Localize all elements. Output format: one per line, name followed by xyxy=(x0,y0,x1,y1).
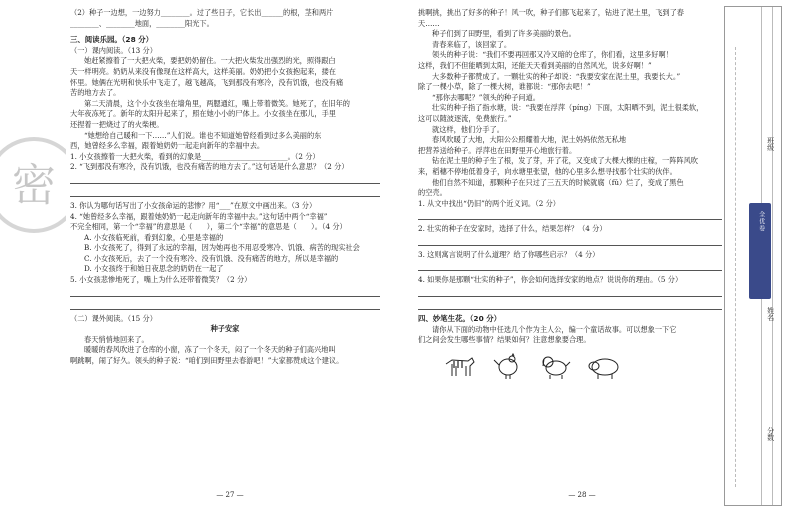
answer-line[interactable] xyxy=(70,188,380,197)
passage-line: 暖暖的春风吹进了仓库的小窗，冻了一个冬天，闷了一个冬天的种子们高兴地叫 xyxy=(84,345,336,355)
question-4: 4. 如果你是那颗“壮实的种子”，你会如何选择安家的地点？说说你的理由。（5 分） xyxy=(418,275,683,285)
question-4: 4. “她曾经多么幸福，跟着她奶奶一起走向新年的幸福中去。”这句话中两个“幸福” xyxy=(70,211,328,221)
answer-line[interactable] xyxy=(418,211,722,220)
brand-logo xyxy=(749,203,771,299)
subsection-title: （一）课内阅读。（13 分） xyxy=(70,45,157,55)
prompt-line: 请你从下面的动物中任选几个作为主人公，编一个童话故事。可以想象一下它 xyxy=(432,324,677,334)
passage-line: 大多数种子都赞成了。一颗壮实的种子却说：“我要安家在泥土里，我要长大。” xyxy=(432,71,681,81)
answer-line[interactable] xyxy=(418,237,722,246)
passage-line: 他们自然不知道，那颗种子在只过了三五天的时候就腐（fǔ）烂了，变成了黑色 xyxy=(432,177,684,187)
text-line: （2）种子一边想，一边努力________。过了些日子，它长出______的根，茎和两片 xyxy=(70,8,334,17)
passage-line: 来，稻穗不停地低着身子，向水塘里张望，他的心里多么想寻找那个壮实的伙伴。 xyxy=(418,166,677,176)
passage-line: 挑啊挑，挑出了好多的种子！风一吹，种子们都飞起来了，钻进了泥土里，飞到了春 xyxy=(418,8,684,17)
seal-stamp xyxy=(0,130,66,240)
passage-line: 春风吹暖了大地，大阳公公照耀着大地，泥土妈妈依然无私地 xyxy=(432,135,627,145)
answer-line[interactable] xyxy=(70,175,380,184)
passage-line: 就这样，他们分手了。 xyxy=(432,124,504,134)
section-title: 四、妙笔生花。（20 分） xyxy=(418,314,502,324)
binding-sidebar xyxy=(724,6,782,506)
animal-illustrations xyxy=(418,352,722,380)
option-a: A. 小女孩临死前，看到幻象，心里是幸福的 xyxy=(84,232,224,242)
question-3: 3. 这则寓言说明了什么道理？给了你哪些启示？（4 分） xyxy=(418,249,600,259)
passage-line: 领头的种子说：“我们不要再回那又冷又暗的仓库了，你们看，这里多好啊！ xyxy=(432,50,673,60)
cut-line xyxy=(735,47,736,487)
page-number: — 28 — xyxy=(568,491,596,500)
question-2: 2. 壮实的种子在安家时，选择了什么，结果怎样？（4 分） xyxy=(418,224,607,234)
passage-line: “那你去哪呢？”领头的种子问道。 xyxy=(432,92,540,102)
passage-line: 除了一棵小草，除了一棵大树，谁都说：“那你去吧！” xyxy=(418,82,591,92)
brand-logo-text: 全优卷 xyxy=(757,211,765,232)
rooster-icon xyxy=(490,352,526,380)
dog-icon xyxy=(538,352,574,380)
text-line: ________、________地面，________阳光下。 xyxy=(70,18,214,28)
answer-line[interactable] xyxy=(418,288,722,297)
passage-line: 怀里。她俩在光明和快乐中飞走了，越飞越高，飞到那没有寒冷，没有饥饿，也没有痛 xyxy=(70,77,344,87)
prompt-line: 们之间会发生哪些事情？结果如何？注意想象要合理。 xyxy=(418,335,591,345)
answer-line[interactable] xyxy=(70,288,380,297)
passage-line: 青春来临了，该回家了。 xyxy=(432,39,512,49)
question-1: 1. 从文中找出“仍旧”的两个近义词。（2 分） xyxy=(418,198,560,208)
option-c: C. 小女孩死后，去了一个没有寒冷、没有饥饿、没有痛苦的地方，所以是幸福的 xyxy=(84,253,339,263)
subsection-title: （二）课外阅读。（15 分） xyxy=(70,313,157,323)
passage-line: 啊跳啊，闹了好久。领头的种子说：“咱们到田野里去春游吧！”大家都赞成这个建议。 xyxy=(70,356,344,366)
right-page xyxy=(402,0,722,513)
passage-line: 种子们到了田野里，看到了许多美丽的景色。 xyxy=(432,29,576,39)
hippo-icon xyxy=(586,352,622,380)
name-label: 姓名 xyxy=(766,307,775,321)
question-1: 1. 小女孩擦着一大把火柴，看到的幻象是________________________。（2 分） xyxy=(70,151,320,161)
story-title: 种子安家 xyxy=(210,324,240,334)
section-title: 三、阅读乐园。（28 分） xyxy=(70,35,154,45)
question-2: 2. “飞到那没有寒冷，没有饥饿，也没有痛苦的地方去了。”这句话是什么意思？（2 分） xyxy=(70,162,349,172)
score-label: 分数 xyxy=(766,427,775,441)
passage-line: 壮实的种子指了指水塘，说：“我要在浮萍（píng）下面，太阳晒不到，泥土很柔软， xyxy=(432,103,704,113)
option-d: D. 小女孩终于和她日夜思念的奶奶在一起了 xyxy=(84,264,224,274)
answer-line[interactable] xyxy=(70,301,380,310)
question-4-line: 不完全相同，第一个“幸福”的意思是（ ），第二个“幸福”的意思是（ ）。（4 分） xyxy=(70,222,347,232)
passage-line: 春天悄悄地回来了。 xyxy=(84,334,149,344)
passage-line: 苦的地方去了。 xyxy=(70,88,121,98)
passage-line: 这样，我们不但能晒到太阳，还能天天看到美丽的自然风光，说多好啊！” xyxy=(418,60,652,70)
class-label: 班级 xyxy=(766,137,775,151)
option-b: B. 小女孩死了，得到了永远的幸福，因为她再也不用忍受寒冷、饥饿、病苦的现实社会 xyxy=(84,243,360,253)
page-number: — 27 — xyxy=(216,491,244,500)
stamp-char: 密 xyxy=(12,160,56,211)
left-page xyxy=(0,0,380,513)
passage-line: 第二天清晨，这个小女孩坐在墙角里，两腮通红，嘴上带着微笑。她死了，在旧年的 xyxy=(84,98,350,108)
passage-line: 还捏着一把烧过了的火柴梗。 xyxy=(70,119,164,129)
passage-line: 天…… xyxy=(418,18,440,28)
passage-line: 钻在泥土里的种子生了根，发了芽，开了花，又变成了大棵大棵的庄稼，一阵阵风吹 xyxy=(432,156,698,166)
passage-line: 的空壳。 xyxy=(418,188,447,198)
zebra-icon xyxy=(442,352,478,380)
answer-line[interactable] xyxy=(418,301,722,310)
passage-line: 这可以随波逐流，免费旅行。” xyxy=(418,113,512,123)
passage-line: 大年夜冻死了。新年的太阳升起来了，照在她小小的尸体上。小女孩坐在那儿，手里 xyxy=(70,109,336,119)
question-5: 5. 小女孩悲惨地死了，嘴上为什么还带着微笑？（2 分） xyxy=(70,275,252,285)
passage-line: 她赶紧擦着了一大把火柴，要把奶奶留住。一大把火柴发出强烈的光，照得跟白 xyxy=(84,56,336,66)
question-3: 3. 你认为哪句话写出了小女孩命运的悲惨？用“___”在原文中画出来。（3 分） xyxy=(70,200,317,210)
passage-line: 天一样明亮。奶奶从来没有像现在这样高大，这样美丽。奶奶把小女孩抱起来，搂在 xyxy=(70,66,336,76)
passage-line: 把营养送给种子。浮萍也在田野里开心地旅行着。 xyxy=(418,145,577,155)
passage-line: 西，她曾经多么幸福，跟着她奶奶一起走向新年的幸福中去。 xyxy=(70,141,265,151)
passage-line: “她想给自己暖和一下……”人们说。谁也不知道她曾经看到过多么美丽的东 xyxy=(84,130,322,140)
answer-line[interactable] xyxy=(418,262,722,271)
